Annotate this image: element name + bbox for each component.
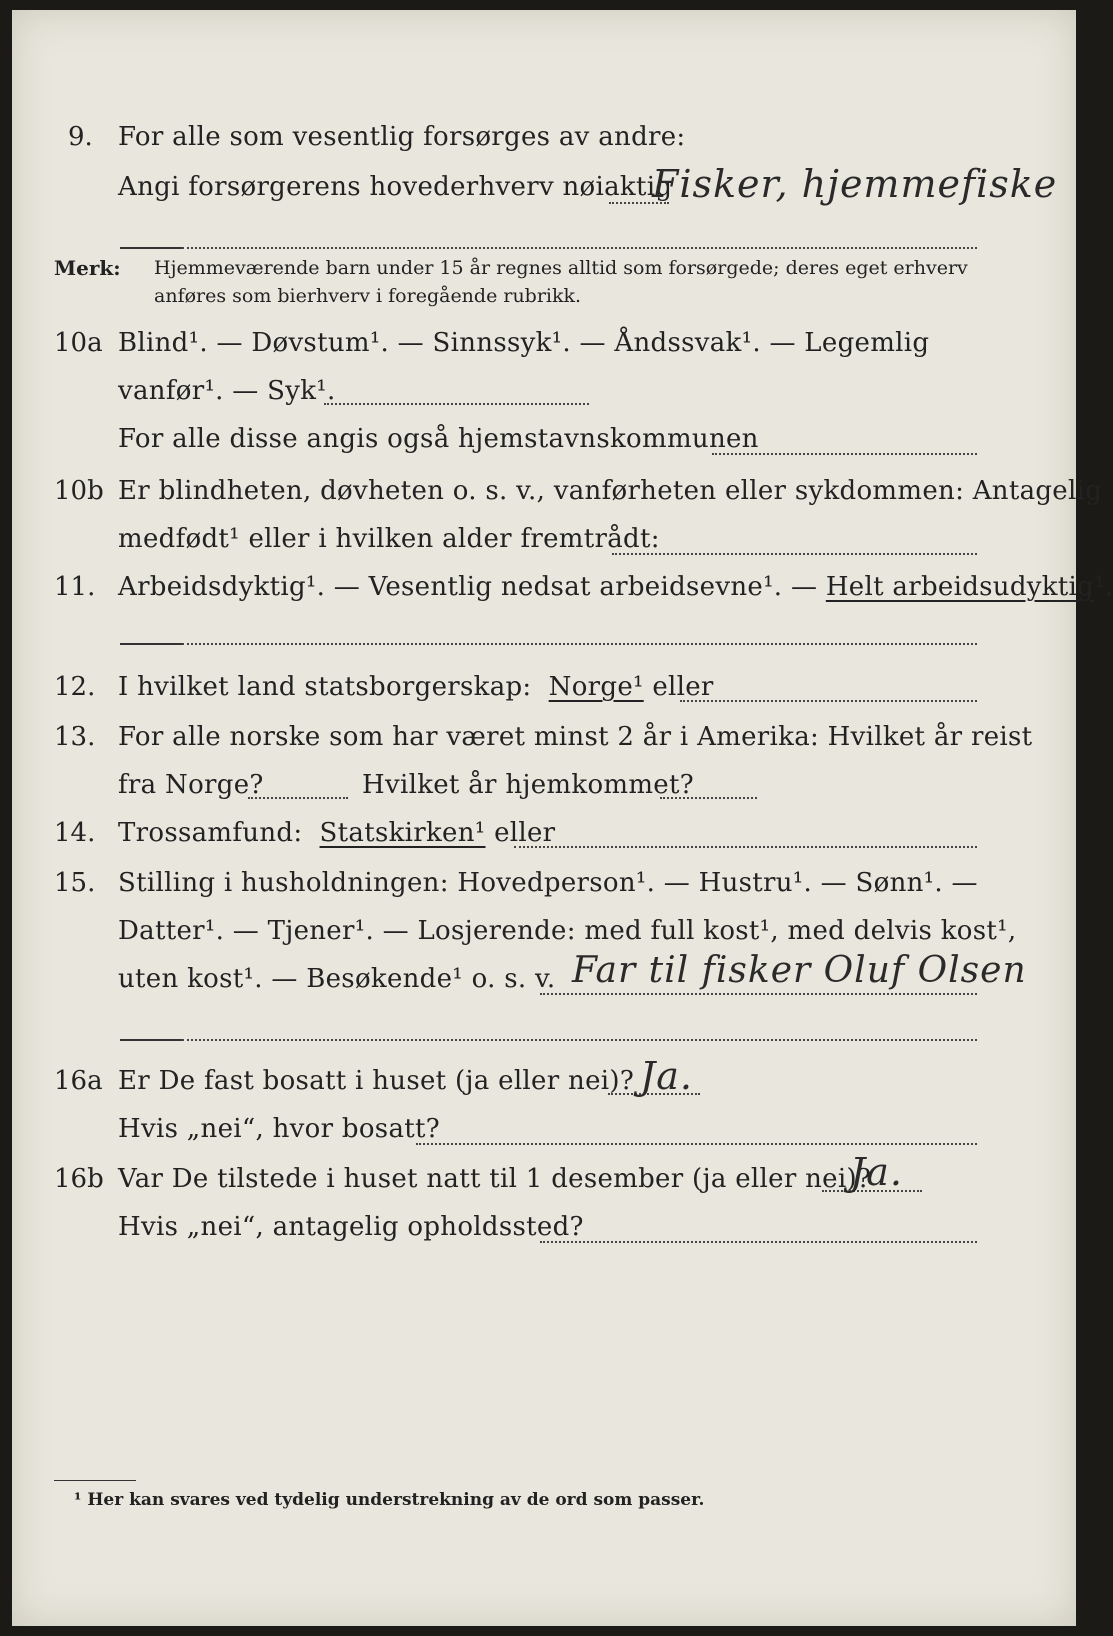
item-11-rule-start — [120, 643, 182, 645]
item-16b-handwritten-answer: Ja. — [850, 1150, 903, 1194]
item-14-question — [118, 818, 555, 848]
item-15-line-3: uten kost¹. — Besøkende¹ o. s. v. — [118, 964, 556, 994]
item-10a-answer-line — [324, 403, 589, 405]
item-10a-line-1: Blind¹. — Døvstum¹. — Sinnssyk¹. — Åndssvak¹. — Legemlig — [118, 328, 930, 358]
note-line-2: anføres som bierhverv i foregående rubrikk. — [154, 285, 582, 307]
item-16b-line-1: Var De tilstede i huset natt til 1 desember (ja eller nei)? — [118, 1164, 872, 1194]
item-16a-line-2: Hvis „nei“, hvor bosatt? — [118, 1114, 440, 1144]
item-16a-handwritten-answer: Ja. — [640, 1054, 693, 1098]
item-12-question — [118, 672, 714, 702]
item-16b-number: 16b — [54, 1164, 104, 1194]
item-15-answer-line — [540, 993, 977, 995]
item-15-rule-start — [120, 1039, 182, 1041]
note-label: Merk: — [54, 256, 121, 280]
item-12-underlined-choice: Norge¹ — [548, 672, 644, 702]
item-9-handwritten-answer: Fisker, hjemmefiske — [652, 162, 1058, 206]
item-15-number: 15. — [54, 868, 96, 898]
item-16a-line-1: Er De fast bosatt i huset (ja eller nei)? — [118, 1066, 635, 1096]
item-14-number: 14. — [54, 818, 96, 848]
item-15-line-2: Datter¹. — Tjener¹. — Losjerende: med full kost¹, med delvis kost¹, — [118, 916, 1017, 946]
item-16b-location-line — [540, 1241, 977, 1243]
item-10a-number: 10a — [54, 328, 103, 358]
item-14-answer-line — [514, 846, 977, 848]
item-16b-line-2: Hvis „nei“, antagelig opholdssted? — [118, 1212, 584, 1242]
item-11-number: 11. — [54, 572, 96, 602]
item-9-question: For alle som vesentlig forsørges av andre: — [118, 122, 686, 152]
item-12-answer-line — [680, 700, 977, 702]
item-11-continuation-line — [182, 643, 977, 645]
item-10a-line-3: For alle disse angis også hjemstavnskommunen — [118, 424, 759, 454]
item-14-underlined-choice: Statskirken¹ — [319, 818, 486, 848]
item-10a-line-2: vanfør¹. — Syk¹. — [118, 376, 336, 406]
item-13-line-1: For alle norske som har været minst 2 år i Amerika: Hvilket år reist — [118, 722, 1033, 752]
item-15-line-1: Stilling i husholdningen: Hovedperson¹. — Hustru¹. — Sønn¹. — — [118, 868, 978, 898]
item-11-footnote-mark: ¹. — [1094, 572, 1113, 602]
item-14-or: eller — [494, 818, 556, 848]
item-12-number: 12. — [54, 672, 96, 702]
item-13-left-line — [248, 797, 348, 799]
item-13-right-line — [660, 797, 757, 799]
item-13-right-prompt: Hvilket år hjemkommet? — [362, 770, 694, 800]
item-10b-line-1: Er blindheten, døvheten o. s. v., vanførheten eller sykdommen: Antagelig — [118, 476, 1103, 506]
note-line-1: Hjemmeværende barn under 15 år regnes alltid som forsørgede; deres eget erhverv — [154, 257, 968, 279]
item-11-options — [118, 572, 1113, 602]
item-11-underlined-choice: Helt arbeidsudyktig — [825, 572, 1095, 602]
item-16a-number: 16a — [54, 1066, 103, 1096]
item-10b-number: 10b — [54, 476, 104, 506]
item-10a-home-line — [712, 453, 977, 455]
item-12-or: eller — [652, 672, 714, 702]
item-9-prompt: Angi forsørgerens hovederhverv nøiaktig — [118, 172, 673, 202]
item-9-continuation-line — [182, 247, 977, 249]
item-15-handwritten-answer: Far til fisker Oluf Olsen — [572, 950, 1027, 991]
footnote-rule — [54, 1480, 136, 1481]
item-9-rule-start — [120, 247, 182, 249]
item-13-number: 13. — [54, 722, 96, 752]
item-13-left-prompt: fra Norge? — [118, 770, 264, 800]
item-10b-line-2: medfødt¹ eller i hvilken alder fremtrådt: — [118, 524, 660, 554]
item-9-number: 9. — [68, 122, 93, 152]
item-10b-answer-line — [612, 553, 977, 555]
item-16a-location-line — [416, 1143, 977, 1145]
item-15-continuation-line — [182, 1039, 977, 1041]
item-14-question-text: Trossamfund: — [118, 818, 303, 848]
footnote: ¹ Her kan svares ved tydelig understrekning av de ord som passer. — [74, 1490, 705, 1510]
item-11-options-text: Arbeidsdyktig¹. — Vesentlig nedsat arbeidsevne¹. — — [118, 572, 818, 602]
census-form-page — [12, 10, 1113, 1626]
item-12-question-text: I hvilket land statsborgerskap: — [118, 672, 532, 702]
